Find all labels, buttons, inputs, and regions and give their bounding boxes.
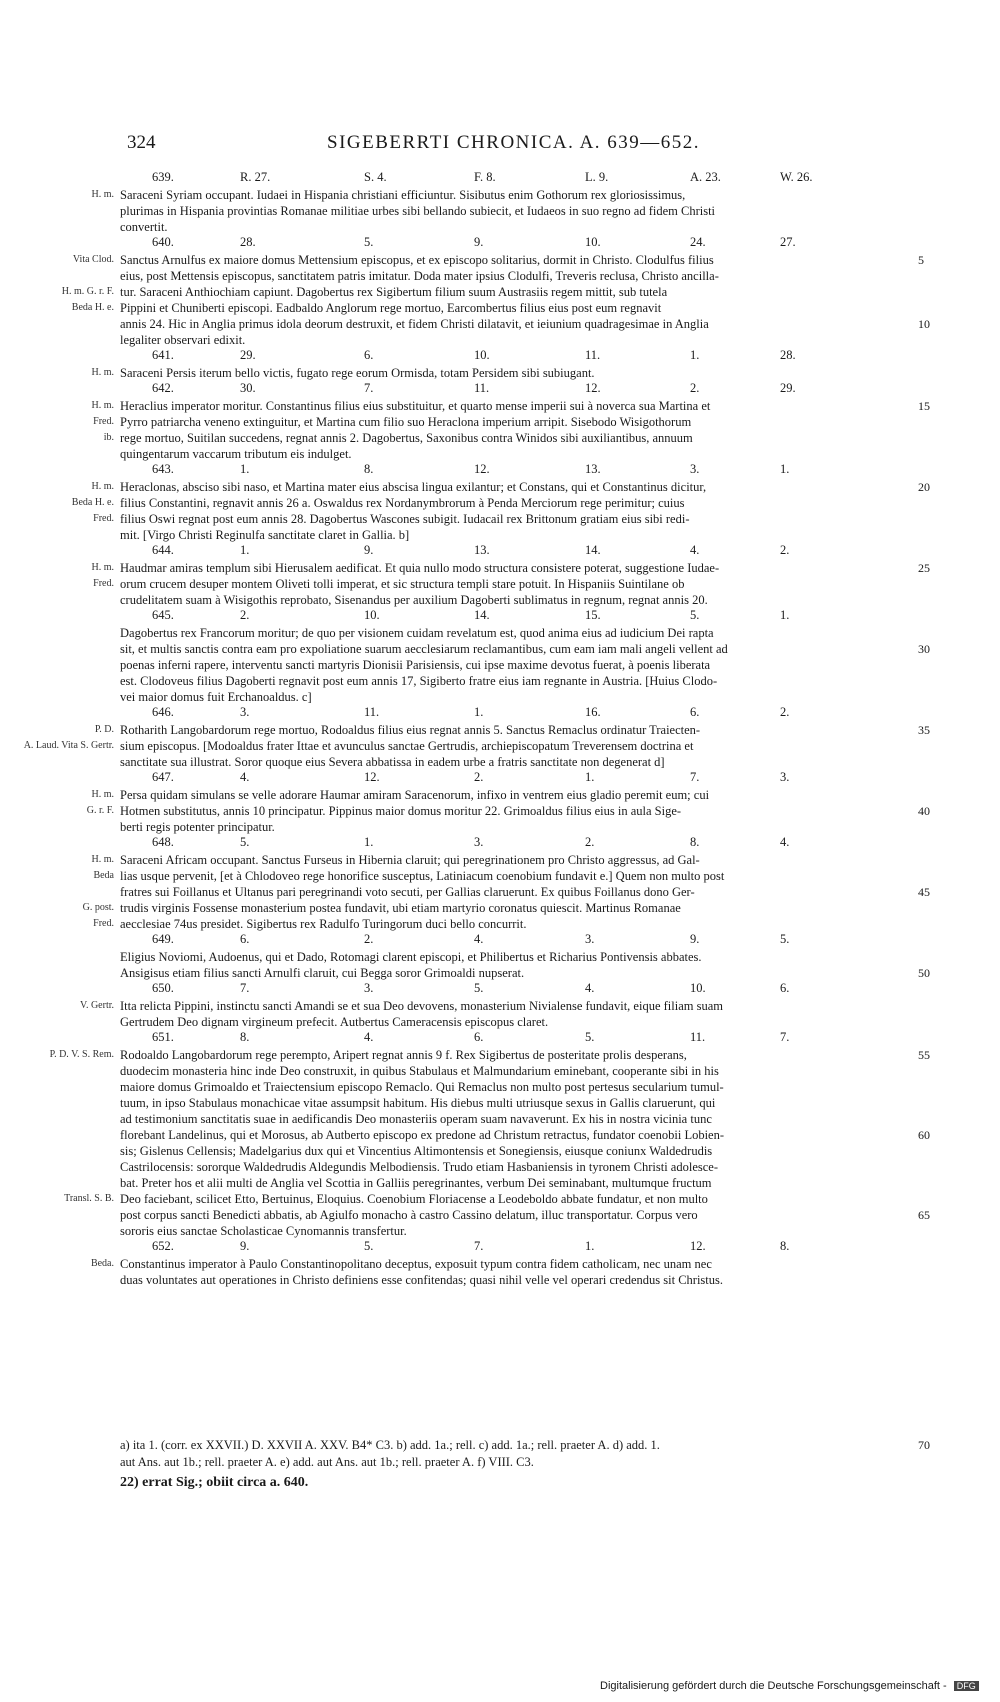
line-text: Castrilocensis: sororque Waldedrudis Aldegundis Melbodiensis. Trudo etiam Hasbaniensis in tyronem Christi adolesce- (120, 1160, 718, 1174)
text-line (120, 1159, 910, 1175)
text-line (93, 868, 910, 884)
line-text: post corpus sancti Benedicti abbatis, ab Agiulfo monacho à castro Cassino delatum, illuc transportatur. Corpus vero (120, 1208, 698, 1222)
year-number: 643. (152, 462, 174, 476)
regnal-year: 1. (585, 770, 595, 784)
regnal-year: 3. (690, 462, 700, 476)
source-note: G. post. (82, 902, 114, 913)
line-text: Saraceni Persis iterum bello victis, fugato rege eorum Ormisda, totam Persidem sibi subiugant. (120, 366, 595, 380)
text-line (49, 1047, 930, 1063)
line-text: tur. Saraceni Anthiochiam capiunt. Dagobertus rex Sigibertum filium suum Austrasiis regem mittit, sub tutela (120, 285, 668, 299)
text-line (64, 1191, 910, 1207)
line-text: Ansigisus etiam filius sancti Arnulfi claruit, cui Begga soror Grimoaldi nupserat. (120, 966, 525, 980)
text-line (120, 219, 910, 235)
line-text: Itta relicta Pippini, instinctu sancti Amandi se et sua Deo devovens, monasterium Nivialense fundavit, eique filiam suam (120, 999, 723, 1013)
line-text: convertit. (120, 220, 168, 234)
regnal-year: 1. (474, 705, 484, 719)
regnal-year: 29. (780, 381, 796, 395)
regnal-year: 4. (780, 835, 790, 849)
regnal-year: 11. (474, 381, 490, 395)
text-line (120, 965, 930, 981)
regnal-year: 5. (364, 1239, 374, 1253)
regnal-year: 5. (780, 932, 790, 946)
line-text: Eligius Noviomi, Audoenus, qui et Dado, Rotomagi clarent episcopi, et Philibertus et Richarius Pontivensis abbates. (120, 950, 702, 964)
line-number: 40 (918, 804, 930, 818)
footnote-text: a) ita 1. (corr. ex XXVII.) D. XXVII A. XXV. B4* C3. b) add. 1a.; rell. c) add. 1a.; rell. praeter A. d) add. 1. (120, 1438, 660, 1452)
text-line (93, 916, 910, 932)
line-text: sit, et multis sanctis contra eam pro expoliatione suarum aecclesiarum reclamantibus, cum eam iam mali angeli vellent ad (120, 642, 728, 656)
regnal-year: 12. (585, 381, 601, 395)
regnal-year: 5. (240, 835, 250, 849)
regnal-year: 8. (240, 1030, 250, 1044)
source-note: P. D. V. S. Rem. (49, 1049, 114, 1060)
year-row (120, 170, 910, 187)
erratum-note: 22) errat Sig.; obiit circa a. 640. (120, 1475, 309, 1490)
regnal-year: 5. (474, 981, 484, 995)
line-number: 65 (918, 1208, 930, 1222)
text-line (86, 803, 930, 819)
text-line (61, 284, 910, 300)
regnal-year: 10. (585, 235, 601, 249)
text-line (120, 1207, 930, 1223)
line-text: filius Oswi regnat post eum annis 28. Dagobertus Wascones subigit. Iudacail rex Brittonum gratiam eius sibi redi- (120, 512, 690, 526)
text-line (93, 511, 910, 527)
regnal-year: 6. (690, 705, 700, 719)
text-line (80, 998, 910, 1014)
source-note: A. Laud. Vita S. Gertr. (23, 740, 114, 751)
regnal-year: 2. (364, 932, 374, 946)
line-text: fratres sui Foillanus et Ultanus pari peregrinandi voto secuti, per Gallias claruerunt. Ex quibus Foillanus dono Ger- (120, 885, 695, 899)
line-text: rege mortuo, Suitilan succedens, regnat annis 2. Dagobertus, Saxonibus contra Winidos sibi auxiliantibus, annuum (120, 431, 693, 445)
line-number: 20 (918, 480, 930, 494)
line-number: 70 (918, 1438, 930, 1452)
line-number: 5 (918, 253, 924, 267)
line-text: maiore domus Grimoaldo et Traiectensium episcopo Remaclo. Qui Remaclus non multo post pertesus secularium tumul- (120, 1080, 724, 1094)
year-number: 649. (152, 932, 174, 946)
year-row (120, 981, 910, 998)
line-number: 45 (918, 885, 930, 899)
text-line (90, 1256, 910, 1272)
year-number: 651. (152, 1030, 174, 1044)
regnal-year: 3. (780, 770, 790, 784)
regnal-year: R. 27. (240, 170, 271, 184)
text-line (120, 527, 910, 543)
regnal-year: 8. (780, 1239, 790, 1253)
regnal-year: 2. (780, 543, 790, 557)
source-note: Beda (93, 870, 114, 881)
text-line (91, 365, 910, 381)
text-line (91, 787, 910, 803)
line-text: lias usque pervenit, [et à Chlodoveo rege honorifice susceptus, Latiniacum coenobium fundavit e.] Quem non multo post (120, 869, 725, 883)
line-text: Hotmen substitutus, annis 10 principatur. Pippinus maior domus moritur 22. Grimoaldus filius eius in aula Sige- (120, 804, 682, 818)
regnal-year: 3. (240, 705, 250, 719)
regnal-year: 10. (474, 348, 490, 362)
regnal-year: 1. (585, 1239, 595, 1253)
regnal-year: 2. (474, 770, 484, 784)
line-text: bat. Preter hos et alii multi de Anglia vel Scottia in Galliis peregrinantes, verbum Dei seminabant, multumque fructum (120, 1176, 712, 1190)
text-line (120, 657, 910, 673)
regnal-year: 27. (780, 235, 796, 249)
regnal-year: 30. (240, 381, 256, 395)
regnal-year: 8. (690, 835, 700, 849)
line-text: Pippini et Chuniberti episcopi. Eadbaldo Anglorum rege mortuo, Earcombertus filius eius post eum regnavit (120, 301, 662, 315)
regnal-year: 4. (364, 1030, 374, 1044)
source-note: G. r. F. (86, 805, 114, 816)
text-line (120, 203, 910, 219)
source-note: Beda H. e. (71, 302, 114, 313)
line-text: crudelitatem suam à Wisigothis reprobato, Sisenandus per auxilium Dagoberti sublimatus in regnum, regnat annis 20. (120, 593, 708, 607)
text-line (120, 268, 910, 284)
footnotes (120, 1437, 930, 1492)
regnal-year: 3. (474, 835, 484, 849)
text-line (120, 689, 910, 705)
source-note: Beda H. e. (71, 497, 114, 508)
regnal-year: 6. (474, 1030, 484, 1044)
text-line (120, 673, 910, 689)
line-text: Pyrro patriarcha veneno extinguitur, et Martina cum filio suo Heraclona imperium arripit. Sisebodo Wisigothorum (120, 415, 692, 429)
regnal-year: 6. (364, 348, 374, 362)
running-title: SIGEBERRTI CHRONICA. A. 639—652. (327, 132, 701, 153)
line-text: annis 24. Hic in Anglia primus idola deorum destruxit, et fidem Christi dilatavit, et ieiunium quadragesimae in Anglia (120, 317, 709, 331)
regnal-year: 14. (474, 608, 490, 622)
text-line (71, 300, 910, 316)
regnal-year: 1. (240, 543, 250, 557)
line-text: duodecim monasteria hinc inde Deo construxit, in quibus Stabulaus et Malmundarium eminebant, cooperante sibi in his (120, 1064, 719, 1078)
regnal-year: 1. (780, 462, 790, 476)
regnal-year: 28. (780, 348, 796, 362)
source-note: Fred. (93, 578, 114, 589)
regnal-year: 9. (690, 932, 700, 946)
text-line (120, 1079, 910, 1095)
regnal-year: 1. (690, 348, 700, 362)
text-line (91, 479, 930, 495)
regnal-year: 1. (780, 608, 790, 622)
year-row (120, 1239, 910, 1256)
regnal-year: 3. (585, 932, 595, 946)
line-text: sanctitate sua illustrat. Soror quoque eius Severa abbatissa in eadem urbe a fratris sanctitate non degenerat d] (120, 755, 665, 769)
page-header (127, 132, 887, 162)
digitization-footer (600, 1680, 979, 1692)
source-note: ib. (103, 432, 114, 443)
regnal-year: A. 23. (690, 170, 721, 184)
line-text: Heraclius imperator moritur. Constantinus filius eius substituitur, et quarto mense imperii sui à noverca sua Martina et (120, 399, 711, 413)
text-line (120, 1143, 910, 1159)
text-line (120, 819, 910, 835)
regnal-year: S. 4. (364, 170, 387, 184)
text-line (91, 187, 910, 203)
text-line (93, 576, 910, 592)
year-row (120, 1030, 910, 1047)
regnal-year: 1. (240, 462, 250, 476)
line-number: 10 (918, 317, 930, 331)
line-text: filius Constantini, regnavit annis 26 a. Oswaldus rex Nordanymbrorum à Penda Merciorum rege perimitur; cuius (120, 496, 685, 510)
footer-text: Digitalisierung gefördert durch die Deutsche Forschungsgemeinschaft - (600, 1680, 947, 1692)
year-row (120, 235, 910, 252)
text-line (120, 641, 930, 657)
text-line (120, 949, 910, 965)
year-number: 639. (152, 170, 174, 184)
text-line (120, 1095, 910, 1111)
line-text: est. Clodoveus filius Dagoberti regnavit post eum annis 17, Sigiberto fratre eius iam regnante in Austria. [Huius Clodo- (120, 674, 718, 688)
regnal-year: 12. (364, 770, 380, 784)
text-line (93, 414, 910, 430)
text-line (120, 1111, 910, 1127)
regnal-year: 11. (690, 1030, 706, 1044)
line-text: Haudmar amiras templum sibi Hierusalem aedificat. Et quia nullo modo structura consistere poterat, suggestione Iudae- (120, 561, 720, 575)
chronicle-body (23, 170, 930, 1288)
text-line (120, 1223, 910, 1239)
source-note: H. m. (91, 481, 114, 492)
line-text: Heraclonas, absciso sibi naso, et Martina mater eius abscisa lingua exilantur; et Constans, qui et Constantinus dicitur, (120, 480, 707, 494)
regnal-year: 10. (364, 608, 380, 622)
line-number: 55 (918, 1048, 930, 1062)
line-number: 15 (918, 399, 930, 413)
source-note: H. m. (91, 789, 114, 800)
line-text: Deo faciebant, scilicet Etto, Bertuinus, Eloquius. Coenobium Floriacense a Leodeboldo abbate fundatur, et non multo (120, 1192, 708, 1206)
year-row (120, 348, 910, 365)
text-line (94, 722, 930, 738)
text-line (120, 754, 910, 770)
text-line (120, 316, 930, 332)
line-number: 50 (918, 966, 930, 980)
year-row (120, 835, 910, 852)
text-line (120, 1127, 930, 1143)
source-note: Fred. (93, 918, 114, 929)
text-line (91, 852, 910, 868)
text-line (91, 398, 930, 414)
line-text: sium episcopus. [Modoaldus frater Ittae et avunculus sanctae Gertrudis, archiepiscopatum Treverensem doctrina et (120, 739, 694, 753)
line-text: Rotharith Langobardorum rege mortuo, Rodoaldus filius eius regnat annis 5. Sanctus Remaclus ordinatur Traiecten- (120, 723, 701, 737)
regnal-year: 28. (240, 235, 256, 249)
year-row (120, 608, 910, 625)
text-line (103, 430, 910, 446)
year-number: 647. (152, 770, 174, 784)
line-text: eius, post Mettensis episcopus, sanctitatem patris imitatur. Doda mater ipsius Clodulfi, Treveris reclusa, Christo ancilla- (120, 269, 719, 283)
regnal-year: 11. (364, 705, 380, 719)
regnal-year: 12. (474, 462, 490, 476)
year-row (120, 381, 910, 398)
source-note: H. m. (91, 854, 114, 865)
year-row (120, 770, 910, 787)
source-note: Vita Clod. (72, 254, 114, 265)
regnal-year: 11. (585, 348, 601, 362)
year-number: 650. (152, 981, 174, 995)
regnal-year: 13. (585, 462, 601, 476)
source-note: V. Gertr. (80, 1000, 114, 1011)
text-line (120, 332, 910, 348)
line-text: Sanctus Arnulfus ex maiore domus Mettensium episcopus, et ex episcopo solitarius, dormit in Christo. Clodulfus filius (120, 253, 714, 267)
line-text: Rodoaldo Langobardorum rege perempto, Aripert regnat annis 9 f. Rex Sigibertus de posteritate prolis desperans, (120, 1048, 687, 1062)
line-text: Saraceni Syriam occupant. Iudaei in Hispania christiani efficiuntur. Sisibutus enim Gothorum rex gloriosissimus, (120, 188, 686, 202)
footnote-text: aut Ans. aut 1b.; rell. praeter A. e) add. aut Ans. aut 1b.; rell. praeter A. f) VIII. C3. (120, 1455, 534, 1469)
regnal-year: 4. (690, 543, 700, 557)
year-number: 652. (152, 1239, 174, 1253)
text-line (120, 592, 910, 608)
line-text: plurimas in Hispania provintias Romanae militiae urbes sibi bellando subiecit, et Iudaeos in suo regno ad fidem Christi (120, 204, 716, 218)
source-note: H. m. G. r. F. (61, 286, 114, 297)
line-text: legaliter observari edixit. (120, 333, 246, 347)
text-line (120, 884, 930, 900)
year-number: 640. (152, 235, 174, 249)
year-row (120, 462, 910, 479)
source-note: Fred. (93, 513, 114, 524)
regnal-year: 13. (474, 543, 490, 557)
dfg-logo: DFG (954, 1681, 979, 1691)
line-text: tuum, in ipso Stabulaus monachicae vitae assumpsit habitum. His diebus multi utriusque sexus in Gallis claruerunt, qui (120, 1096, 716, 1110)
line-text: mit. [Virgo Christi Reginulfa sanctitate claret in Gallia. b] (120, 528, 410, 542)
text-line (82, 900, 910, 916)
line-text: poenas inferni rapere, interventu sancti martyris Dionisii Parisiensis, cui ipse maxime devotus fuerat, à poenis liberata (120, 658, 711, 672)
text-line (71, 495, 910, 511)
source-note: Beda. (90, 1258, 114, 1269)
line-number: 60 (918, 1128, 930, 1142)
regnal-year: 7. (474, 1239, 484, 1253)
text-line (23, 738, 910, 754)
line-text: Persa quidam simulans se velle adorare Haumar amiram Saracenorum, infixo in ventrem eius gladio peremit eum; cui (120, 788, 710, 802)
line-text: vei maior domus fuit Erchanoaldus. c] (120, 690, 312, 704)
regnal-year: 4. (474, 932, 484, 946)
regnal-year: 7. (780, 1030, 790, 1044)
regnal-year: 5. (585, 1030, 595, 1044)
source-note: H. m. (91, 562, 114, 573)
regnal-year: 2. (240, 608, 250, 622)
line-text: sororis eius sanctae Scholasticae Cynomannis transfertur. (120, 1224, 407, 1238)
line-text: Dagobertus rex Francorum moritur; de quo per visionem cuidam revelatum est, quod anima eius ad iudicium Dei rapta (120, 626, 714, 640)
regnal-year: 2. (690, 381, 700, 395)
source-note: H. m. (91, 189, 114, 200)
line-text: florebant Landelinus, qui et Morosus, ab Autberto episcopo ex predone ad Christum retractus, fundator coenobii Lobien- (120, 1128, 725, 1142)
regnal-year: 6. (240, 932, 250, 946)
regnal-year: 24. (690, 235, 706, 249)
line-text: berti regis potenter principatur. (120, 820, 275, 834)
regnal-year: 8. (364, 462, 374, 476)
regnal-year: 9. (474, 235, 484, 249)
line-number: 25 (918, 561, 930, 575)
line-text: Gertrudem Deo dignam virgineum prefecit. Autbertus Cameracensis episcopus claret. (120, 1015, 549, 1029)
line-text: Constantinus imperator à Paulo Constantinopolitano deceptus, exposuit typum contra fidem catholicam, nec unam nec (120, 1257, 712, 1271)
text-line (120, 1014, 910, 1030)
text-line (72, 252, 924, 268)
text-line (120, 446, 910, 462)
text-line (120, 625, 910, 641)
regnal-year: 2. (780, 705, 790, 719)
regnal-year: L. 9. (585, 170, 609, 184)
source-note: Transl. S. B. (64, 1193, 114, 1204)
year-number: 642. (152, 381, 174, 395)
text-line (120, 1063, 910, 1079)
line-text: sis; Gislenus Cellensis; Madelgarius dux qui et Vincentius Altimontensis et Sonegiensis, eiusque coniunx Waldedrudis (120, 1144, 713, 1158)
year-row (120, 705, 910, 722)
line-text: trudis virginis Fossense monasterium postea fundavit, ubi etiam martyrio coronatus quiescit. Martinus Romanae (120, 901, 681, 915)
regnal-year: 12. (690, 1239, 706, 1253)
line-text: ad testimonium sanctitatis suae in aedificandis Deo monasteriis operam suam navaverunt. Ex his in nostra vicinia tunc (120, 1112, 712, 1126)
text-line (120, 1175, 910, 1191)
year-row (120, 932, 910, 949)
year-row (120, 543, 910, 560)
regnal-year: 10. (690, 981, 706, 995)
line-text: duas voluntates aut operationes in Christo definiens esse confitendas; quasi nihil velle vel operari credendus sit Christus. (120, 1273, 723, 1287)
regnal-year: 3. (364, 981, 374, 995)
regnal-year: 5. (690, 608, 700, 622)
regnal-year: 14. (585, 543, 601, 557)
line-text: orum crucem desuper montem Oliveti tolli imperat, et sic structura templi stare potuit. In Hispaniis Suintilane ob (120, 577, 685, 591)
regnal-year: 7. (240, 981, 250, 995)
line-text: Saraceni Africam occupant. Sanctus Furseus in Hibernia claruit; qui peregrinationem pro Christo aggressus, ad Gal- (120, 853, 700, 867)
regnal-year: 5. (364, 235, 374, 249)
line-number: 35 (918, 723, 930, 737)
source-note: P. D. (94, 724, 114, 735)
year-number: 641. (152, 348, 174, 362)
regnal-year: 4. (585, 981, 595, 995)
regnal-year: 4. (240, 770, 250, 784)
year-number: 646. (152, 705, 174, 719)
regnal-year: 15. (585, 608, 601, 622)
regnal-year: 6. (780, 981, 790, 995)
year-number: 645. (152, 608, 174, 622)
regnal-year: 7. (364, 381, 374, 395)
year-number: 648. (152, 835, 174, 849)
regnal-year: W. 26. (780, 170, 813, 184)
source-note: Fred. (93, 416, 114, 427)
text-line (120, 1272, 910, 1288)
line-text: aecclesiae 74us presidet. Sigibertus rex Radulfo Turingorum duci bello concurrit. (120, 917, 527, 931)
year-number: 644. (152, 543, 174, 557)
regnal-year: 9. (240, 1239, 250, 1253)
regnal-year: 7. (690, 770, 700, 784)
regnal-year: 2. (585, 835, 595, 849)
source-note: H. m. (91, 367, 114, 378)
footnote-line (120, 1437, 930, 1454)
footnote-line (120, 1454, 910, 1471)
line-number: 30 (918, 642, 930, 656)
regnal-year: 1. (364, 835, 374, 849)
regnal-year: 29. (240, 348, 256, 362)
regnal-year: F. 8. (474, 170, 496, 184)
regnal-year: 9. (364, 543, 374, 557)
regnal-year: 16. (585, 705, 601, 719)
text-line (91, 560, 930, 576)
line-text: quingentarum vaccarum tributum eis indulget. (120, 447, 352, 461)
source-note: H. m. (91, 400, 114, 411)
page-number: 324 (127, 132, 156, 153)
